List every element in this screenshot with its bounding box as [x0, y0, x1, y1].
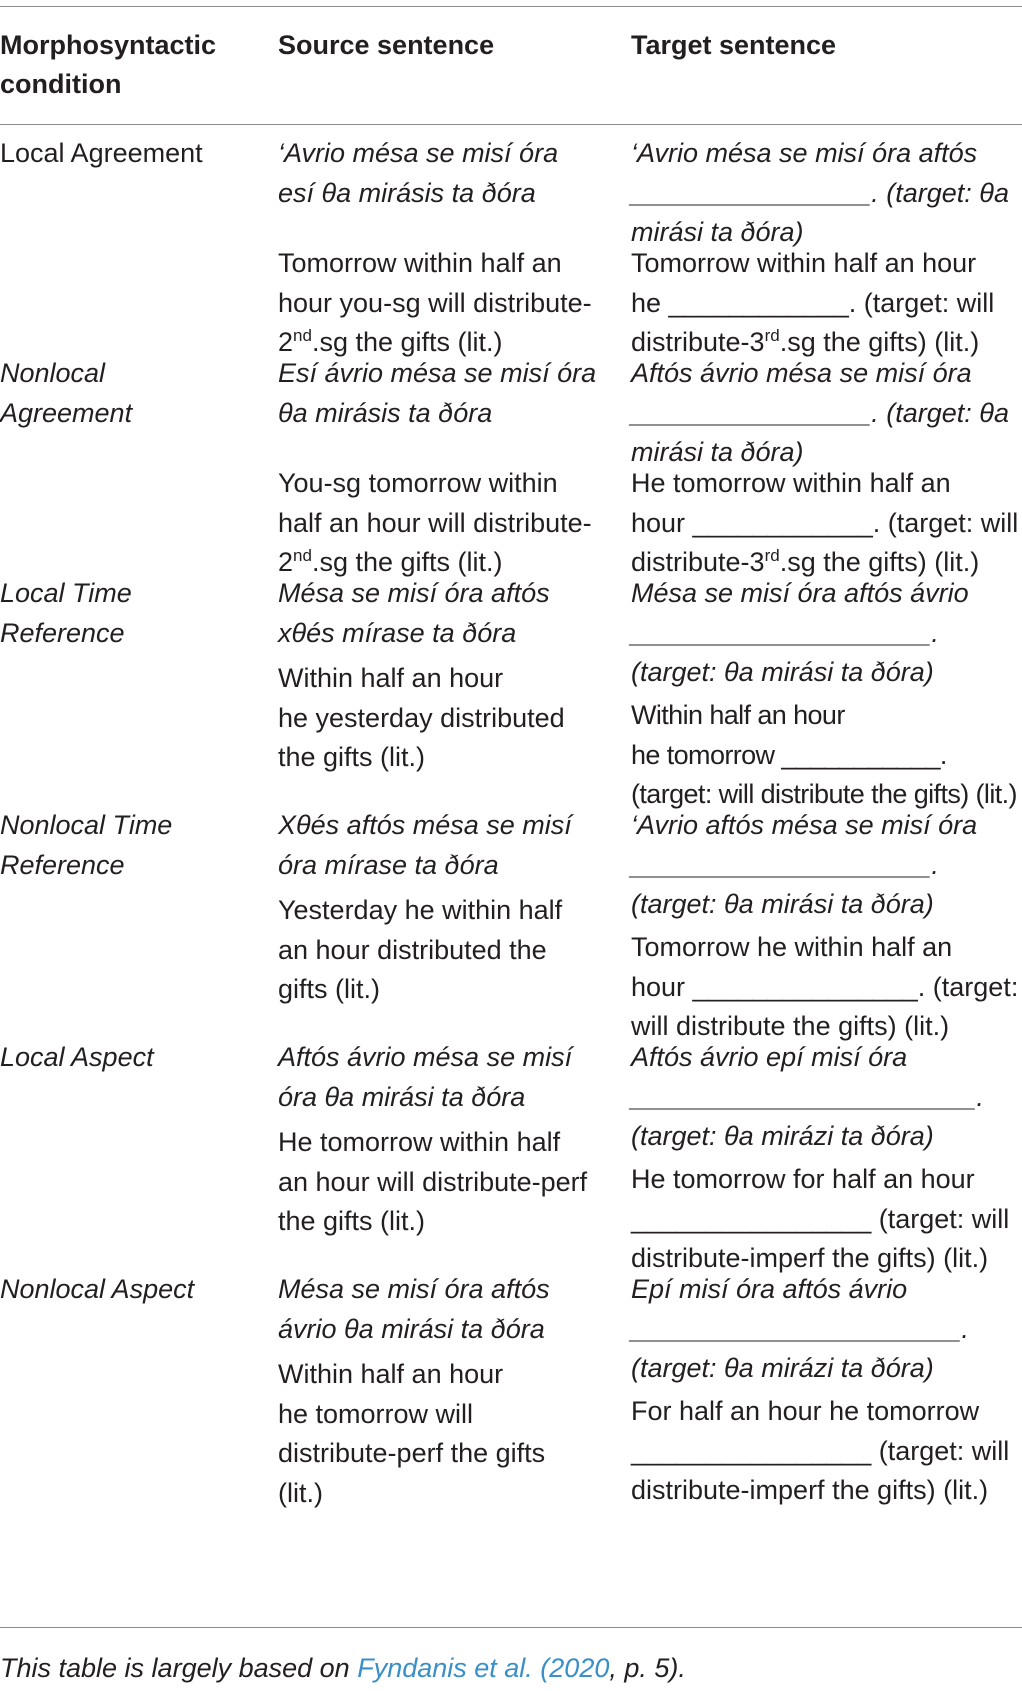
row-target-gloss: He tomorrow for half an hour ________________ (target: will distribute-imperf the gifts) (lit.) [631, 1164, 1010, 1274]
citation-link[interactable]: Fyndanis et al. (2020 [357, 1653, 610, 1683]
row-source-greek: Mésa se misí óra aftós ávrio θa mirási ta ðóra [278, 1274, 550, 1344]
row-target-greek: ‘Avrio aftós mésa se misí óra ____________________. (target: θa mirási ta ðóra) [631, 810, 978, 920]
row-source-gloss: Tomorrow within half an hour you-sg will distribute- 2nd.sg the gifts (lit.) [278, 248, 592, 358]
header-condition: Morphosyntactic condition [0, 30, 217, 99]
header-source: Source sentence [278, 30, 495, 60]
row-condition: Nonlocal Aspect [0, 1274, 195, 1304]
row-target-gloss: Tomorrow within half an hour he ____________. (target: will distribute-3rd.sg the gifts) (lit.) [631, 248, 995, 358]
row-source-greek: Mésa se misí óra aftós xθés mírase ta ðóra [278, 578, 550, 648]
row-target-gloss: Within half an hour he tomorrow ___________. (target: will distribute the gifts) (lit.) [631, 700, 1017, 810]
table-footnote [0, 1650, 686, 1686]
row-target-greek: Aftós ávrio epí misí óra _______________________. (target: θa mirázi ta ðóra) [631, 1042, 984, 1152]
row-source-greek: Esí ávrio mésa se misí óra θa mirásis ta ðóra [278, 358, 597, 428]
row-target-greek: Aftós ávrio mésa se misí óra ________________. (target: θa mirási ta ðóra) [631, 358, 1009, 468]
row-source-gloss: He tomorrow within half an hour will distribute-perf the gifts (lit.) [278, 1127, 588, 1237]
row-source-greek: Aftós ávrio mésa se misí óra θa mirási ta ðóra [278, 1042, 573, 1112]
row-condition: Nonlocal Time Reference [0, 810, 173, 880]
row-condition: Local Agreement [0, 138, 203, 168]
row-condition: Nonlocal Agreement [0, 358, 133, 428]
row-target-gloss: He tomorrow within half an hour ____________. (target: will distribute-3rd.sg the gifts) (lit.) [631, 468, 1019, 578]
row-source-gloss: Yesterday he within half an hour distributed the gifts (lit.) [278, 895, 563, 1005]
table-top-rule [0, 6, 1022, 7]
row-source-gloss: Within half an hour he tomorrow will distribute-perf the gifts (lit.) [278, 1359, 546, 1508]
row-target-gloss: Tomorrow he within half an hour _______________. (target: will distribute the gifts) (lit.) [631, 932, 1019, 1042]
footnote-prefix: This table is largely based on [0, 1653, 358, 1683]
row-source-gloss: Within half an hour he yesterday distributed the gifts (lit.) [278, 663, 565, 773]
header-rule [0, 124, 1022, 125]
row-source-greek: ‘Avrio mésa se misí óra esí θa mirásis ta ðóra [278, 138, 559, 208]
header-target: Target sentence [631, 30, 837, 60]
row-condition: Local Time Reference [0, 578, 132, 648]
table-bottom-rule [0, 1627, 1022, 1628]
row-condition: Local Aspect [0, 1042, 154, 1072]
row-target-gloss: For half an hour he tomorrow ________________ (target: will distribute-imperf the gifts) (lit.) [631, 1396, 1010, 1506]
row-source-gloss: You-sg tomorrow within half an hour will distribute- 2nd.sg the gifts (lit.) [278, 468, 592, 578]
row-target-greek: ‘Avrio mésa se misí óra aftós ________________. (target: θa mirási ta ðóra) [631, 138, 1009, 248]
row-source-greek: Xθés aftós mésa se misí óra mírase ta ðóra [278, 810, 572, 880]
row-target-greek: Epí misí óra aftós ávrio ______________________. (target: θa mirázi ta ðóra) [631, 1274, 969, 1384]
row-target-greek: Mésa se misí óra aftós ávrio ____________________. (target: θa mirási ta ðóra) [631, 578, 969, 688]
footnote-suffix: , p. 5). [609, 1653, 686, 1683]
